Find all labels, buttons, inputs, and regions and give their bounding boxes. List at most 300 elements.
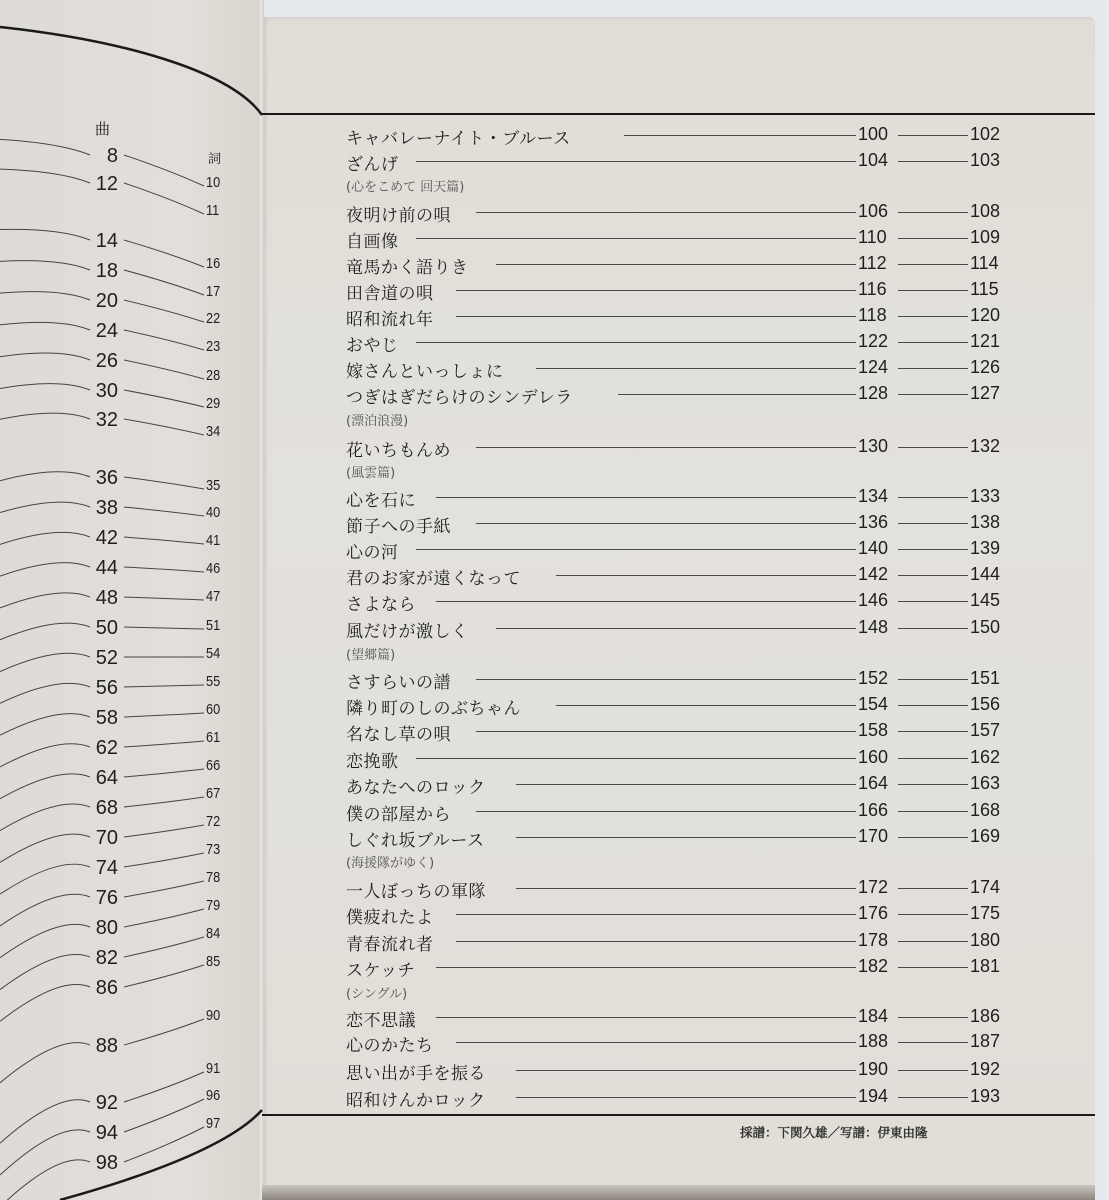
toc-entry xyxy=(346,668,1000,692)
toc-entry xyxy=(346,800,1000,824)
toc-entry xyxy=(346,357,1000,381)
lyric-page-number: 175 xyxy=(970,903,1001,923)
score-page-number: 62 xyxy=(95,737,118,759)
leader-line xyxy=(0,924,90,957)
toc-entry xyxy=(346,538,1000,562)
score-page-number: 140 xyxy=(858,538,889,558)
leader-line xyxy=(898,523,968,524)
toc-entry xyxy=(346,305,1000,329)
score-page-number: 158 xyxy=(858,720,889,740)
lyric-page-number: 127 xyxy=(970,383,1001,403)
toc-section-heading xyxy=(346,852,1000,876)
lyric-page-number: 73 xyxy=(206,841,221,858)
leader-line xyxy=(898,888,968,889)
leader-line xyxy=(476,523,856,524)
leader-line xyxy=(0,593,90,608)
leader-line xyxy=(476,731,856,732)
leader-line xyxy=(0,472,90,481)
top-arc-rule xyxy=(0,27,262,115)
score-page-number: 18 xyxy=(95,260,118,282)
song-title: 花いちもんめ xyxy=(346,441,451,461)
song-title: 田舎道の唄 xyxy=(346,284,434,304)
toc-section-heading xyxy=(346,983,1000,1007)
leader-line xyxy=(476,811,856,812)
toc-entry xyxy=(346,1086,1000,1110)
score-page-number: 8 xyxy=(106,145,118,167)
leader-line xyxy=(124,713,204,717)
leader-line xyxy=(436,497,856,498)
leader-line xyxy=(898,758,968,759)
leader-line xyxy=(898,549,968,550)
leader-line xyxy=(898,342,968,343)
toc-section-heading xyxy=(346,410,1000,434)
lyric-page-number: 163 xyxy=(970,773,1001,793)
toc-entry xyxy=(346,617,1000,641)
lyric-page-number: 11 xyxy=(206,202,220,219)
song-title: 心のかたち xyxy=(346,1036,434,1056)
leader-line xyxy=(0,292,90,300)
leader-line xyxy=(124,627,204,629)
lyric-page-number: 102 xyxy=(970,124,1001,144)
toc-entry xyxy=(346,956,1000,980)
score-page-number: 146 xyxy=(858,590,889,610)
song-title: 竜馬かく語りき xyxy=(346,258,469,278)
lyric-page-number: 91 xyxy=(206,1060,221,1077)
score-page-number: 100 xyxy=(858,124,889,144)
leader-line xyxy=(898,1097,968,1098)
leader-line xyxy=(476,212,856,213)
toc-entry xyxy=(346,436,1000,460)
score-page-number: 52 xyxy=(95,647,118,669)
toc-entry xyxy=(346,331,1000,355)
lyric-page-number: 168 xyxy=(970,800,1001,820)
leader-line xyxy=(416,549,856,550)
score-page-number: 88 xyxy=(95,1035,118,1057)
leader-line xyxy=(898,497,968,498)
toc-entry xyxy=(346,124,1000,148)
leader-line xyxy=(124,419,204,435)
section-title: (漂泊浪漫) xyxy=(346,414,409,429)
leader-line xyxy=(898,705,968,706)
leader-line xyxy=(536,368,856,369)
lyric-page-number: 54 xyxy=(206,645,221,662)
score-page-number: 124 xyxy=(858,357,889,377)
lyric-page-number: 97 xyxy=(206,1115,221,1132)
score-page-number: 104 xyxy=(858,150,889,170)
leader-line xyxy=(898,135,968,136)
song-title: 恋不思議 xyxy=(346,1011,416,1031)
leader-line xyxy=(898,731,968,732)
leader-line xyxy=(898,161,968,162)
leader-line xyxy=(456,316,856,317)
score-page-number: 76 xyxy=(95,887,118,909)
leader-line xyxy=(0,683,90,703)
score-page-number: 164 xyxy=(858,773,889,793)
toc-entry xyxy=(346,903,1000,927)
song-title: 昭和けんかロック xyxy=(346,1091,486,1111)
score-page-number: 166 xyxy=(858,800,889,820)
score-page-number: 38 xyxy=(95,497,118,519)
toc-entry xyxy=(346,747,1000,771)
toc-entry xyxy=(346,279,1000,303)
section-title: (心をこめて 回天篇) xyxy=(346,180,465,195)
toc-entry xyxy=(346,773,1000,797)
leader-line xyxy=(898,628,968,629)
leader-line xyxy=(898,941,968,942)
score-page-number: 190 xyxy=(858,1059,889,1079)
leader-line xyxy=(124,597,204,600)
section-title: (海援隊がゆく) xyxy=(346,856,435,871)
leader-line xyxy=(0,653,90,671)
lyric-page-number: 61 xyxy=(206,729,221,746)
section-title: (望郷篇) xyxy=(346,648,396,663)
leader-line xyxy=(124,360,204,379)
lyric-page-number: 72 xyxy=(206,813,221,830)
song-title: 君のお家が遠くなって xyxy=(346,569,521,589)
leader-line xyxy=(0,1100,90,1143)
leader-line xyxy=(124,769,204,777)
lyric-page-number: 144 xyxy=(970,564,1001,584)
leader-line xyxy=(124,1127,204,1162)
song-title: 夜明け前の唄 xyxy=(346,206,451,226)
leader-line xyxy=(898,290,968,291)
leader-line xyxy=(436,601,856,602)
score-page-number: 106 xyxy=(858,201,889,221)
lyric-page-number: 41 xyxy=(206,532,221,549)
leader-line xyxy=(898,1070,968,1071)
song-title: 僕の部屋から xyxy=(346,805,451,825)
leader-line xyxy=(124,1099,204,1132)
score-page-number: 56 xyxy=(95,677,118,699)
leader-line xyxy=(898,238,968,239)
score-page-number: 86 xyxy=(95,977,118,999)
lyric-page-number: 181 xyxy=(970,956,1001,976)
score-page-number: 128 xyxy=(858,383,889,403)
leader-line xyxy=(0,169,90,183)
lyric-page-number: 120 xyxy=(970,305,1001,325)
leader-line xyxy=(898,784,968,785)
song-title: 心の河 xyxy=(346,543,399,563)
leader-line xyxy=(0,1043,90,1083)
toc-entry xyxy=(346,512,1000,536)
score-page-number: 194 xyxy=(858,1086,889,1106)
leader-line xyxy=(124,1019,204,1045)
lyric-page-number: 193 xyxy=(970,1086,1001,1106)
lyric-page-number: 28 xyxy=(206,367,221,384)
score-page-number: 70 xyxy=(95,827,118,849)
leader-line xyxy=(898,1017,968,1018)
leader-line xyxy=(898,1042,968,1043)
lyric-page-number: 66 xyxy=(206,757,221,774)
song-title: 僕疲れたよ xyxy=(346,908,434,928)
leader-line xyxy=(0,714,90,736)
leader-line xyxy=(124,853,204,867)
score-page-number: 118 xyxy=(858,305,887,325)
lyric-page-number: 96 xyxy=(206,1087,221,1104)
lyric-page-number: 187 xyxy=(970,1031,1001,1051)
leader-line xyxy=(124,1072,204,1102)
score-page-number: 32 xyxy=(95,409,118,431)
toc-section-heading xyxy=(346,644,1000,668)
song-title: 青春流れ者 xyxy=(346,935,434,955)
toc-section-heading xyxy=(346,462,1000,486)
leader-line xyxy=(124,881,204,897)
score-page-number: 26 xyxy=(95,350,118,372)
score-page-number: 30 xyxy=(95,380,118,402)
lyric-page-number: 60 xyxy=(206,701,221,718)
score-page-number: 122 xyxy=(858,331,889,351)
score-page-number: 130 xyxy=(858,436,889,456)
lyric-page-number: 133 xyxy=(970,486,1001,506)
lyric-page-number: 78 xyxy=(206,869,221,886)
score-page-number: 152 xyxy=(858,668,889,688)
toc-entry xyxy=(346,720,1000,744)
song-title: 思い出が手を振る xyxy=(346,1064,486,1084)
lyric-page-number: 46 xyxy=(206,560,221,577)
toc-section-heading xyxy=(346,176,1000,200)
lyric-page-number: 115 xyxy=(970,279,999,299)
leader-line xyxy=(898,967,968,968)
leader-line xyxy=(898,679,968,680)
leader-line xyxy=(898,601,968,602)
score-page-number: 134 xyxy=(858,486,889,506)
leader-line xyxy=(0,623,90,640)
lyric-page-number: 16 xyxy=(206,255,221,272)
lyric-page-number: 67 xyxy=(206,785,221,802)
score-page-number: 178 xyxy=(858,930,889,950)
toc-entry xyxy=(346,930,1000,954)
lyric-page-number: 55 xyxy=(206,673,221,690)
lyric-page-number: 138 xyxy=(970,512,1001,532)
leader-line xyxy=(124,537,204,544)
leader-line xyxy=(0,834,90,862)
leader-line xyxy=(416,161,856,162)
score-page-number: 80 xyxy=(95,917,118,939)
song-title: 昭和流れ年 xyxy=(346,310,434,330)
song-title: さよなら xyxy=(346,595,416,615)
leader-line xyxy=(456,290,856,291)
top-rule xyxy=(262,113,1095,115)
song-title: しぐれ坂ブルース xyxy=(346,831,485,851)
leader-line xyxy=(124,477,204,489)
lyric-page-number: 40 xyxy=(206,504,221,521)
toc-entry xyxy=(346,1059,1000,1083)
song-title: ざんげ xyxy=(346,155,399,175)
leader-line xyxy=(124,270,204,295)
section-title: (シングル) xyxy=(346,987,408,1002)
song-title: 節子への手紙 xyxy=(346,517,451,537)
song-title: スケッチ xyxy=(346,961,416,981)
leader-line xyxy=(124,507,204,516)
lyric-page-number: 162 xyxy=(970,747,1001,767)
score-page-number: 136 xyxy=(858,512,889,532)
song-title: 嫁さんといっしょに xyxy=(346,362,504,382)
leader-line xyxy=(618,394,856,395)
score-page-number: 184 xyxy=(858,1006,889,1026)
leader-line xyxy=(898,447,968,448)
toc-entry xyxy=(346,383,1000,407)
leader-line xyxy=(898,837,968,838)
lyric-page-number: 150 xyxy=(970,617,1001,637)
leader-line xyxy=(476,679,856,680)
score-page-number: 48 xyxy=(95,587,118,609)
lyric-page-number: 126 xyxy=(970,357,1001,377)
score-page-number: 24 xyxy=(95,320,118,342)
leader-line xyxy=(0,229,90,240)
score-page-number: 64 xyxy=(95,767,118,789)
lyric-page-number: 23 xyxy=(206,338,221,355)
leader-line xyxy=(124,937,204,957)
leader-line xyxy=(898,212,968,213)
leader-line xyxy=(898,811,968,812)
score-page-number: 176 xyxy=(858,903,889,923)
leader-line xyxy=(0,502,90,512)
score-page-number: 170 xyxy=(858,826,889,846)
lyric-page-number: 103 xyxy=(970,150,1001,170)
lyric-page-number: 84 xyxy=(206,925,221,942)
leader-line xyxy=(0,322,90,330)
leader-line xyxy=(0,261,90,270)
lyric-page-number: 51 xyxy=(206,617,221,634)
leader-line xyxy=(124,909,204,927)
lyric-page-number: 34 xyxy=(206,423,221,440)
score-page-number: 44 xyxy=(95,557,118,579)
leader-line xyxy=(124,300,204,322)
leader-line xyxy=(124,240,204,267)
leader-line xyxy=(0,563,90,576)
leader-line xyxy=(456,914,856,915)
leader-line xyxy=(496,628,856,629)
leader-line xyxy=(556,705,856,706)
score-page-number: 50 xyxy=(95,617,118,639)
leader-line xyxy=(898,368,968,369)
toc-entry xyxy=(346,486,1000,510)
lyric-page-number: 192 xyxy=(970,1059,1001,1079)
lyric-page-number: 169 xyxy=(970,826,1001,846)
credits-line: 採譜：下関久雄／写譜：伊東由隆 xyxy=(740,1125,928,1140)
leader-line xyxy=(556,575,856,576)
leader-line xyxy=(516,888,856,889)
leader-line xyxy=(476,447,856,448)
leader-line xyxy=(898,316,968,317)
lyric-page-number: 90 xyxy=(206,1007,221,1024)
toc-entry xyxy=(346,1006,1000,1030)
lyric-page-number: 29 xyxy=(206,395,221,412)
bottom-rule xyxy=(262,1114,1095,1116)
toc-entry xyxy=(346,150,1000,174)
leader-line xyxy=(516,784,856,785)
toc-entry xyxy=(346,877,1000,901)
leader-line xyxy=(0,532,90,544)
score-page-number: 112 xyxy=(858,253,887,273)
score-page-number: 68 xyxy=(95,797,118,819)
lyric-page-number: 186 xyxy=(970,1006,1001,1026)
toc-entry xyxy=(346,201,1000,225)
toc-entry xyxy=(346,826,1000,850)
song-title: キャバレーナイト・ブルース xyxy=(346,129,571,149)
song-title: 自画像 xyxy=(346,232,399,252)
lyric-page-number: 85 xyxy=(206,953,221,970)
toc-entry xyxy=(346,694,1000,718)
leader-line xyxy=(124,685,204,687)
leader-line xyxy=(456,941,856,942)
leader-line xyxy=(0,353,90,360)
leader-line xyxy=(124,567,204,572)
leader-line xyxy=(898,914,968,915)
leader-line xyxy=(898,264,968,265)
lyric-page-number: 157 xyxy=(970,720,1001,740)
song-title: 風だけが激しく xyxy=(346,622,469,642)
song-title: あなたへのロック xyxy=(346,778,486,798)
score-column-header: 曲 xyxy=(95,121,111,138)
lyric-page-number: 139 xyxy=(970,538,1001,558)
leader-line xyxy=(898,394,968,395)
score-page-number: 36 xyxy=(95,467,118,489)
section-title: (風雲篇) xyxy=(346,466,396,481)
leader-line xyxy=(0,413,90,419)
score-page-number: 154 xyxy=(858,694,889,714)
leader-line xyxy=(456,1042,856,1043)
song-title: 隣り町のしのぶちゃん xyxy=(346,699,521,719)
leader-line xyxy=(516,1070,856,1071)
leader-line xyxy=(0,139,90,155)
lyric-page-number: 151 xyxy=(970,668,1001,688)
leader-line xyxy=(124,965,204,987)
score-page-number: 160 xyxy=(858,747,889,767)
leader-line xyxy=(124,825,204,837)
toc-entry xyxy=(346,1031,1000,1055)
lyric-page-number: 145 xyxy=(970,590,1001,610)
lyric-page-number: 180 xyxy=(970,930,1001,950)
leader-line xyxy=(124,330,204,350)
song-title: つぎはぎだらけのシンデレラ xyxy=(346,388,573,408)
leader-line xyxy=(496,264,856,265)
leader-line xyxy=(416,758,856,759)
lyric-page-number: 109 xyxy=(970,227,1001,247)
score-page-number: 58 xyxy=(95,707,118,729)
score-page-number: 92 xyxy=(95,1092,118,1114)
leader-line xyxy=(0,744,90,767)
leader-line xyxy=(124,741,204,747)
lyric-page-number: 10 xyxy=(206,174,221,191)
score-page-number: 182 xyxy=(858,956,889,976)
score-page-number: 94 xyxy=(95,1122,118,1144)
leader-line xyxy=(124,390,204,407)
leader-line xyxy=(624,135,856,136)
leader-line xyxy=(436,1017,856,1018)
lyric-page-number: 156 xyxy=(970,694,1001,714)
lyric-page-number: 35 xyxy=(206,477,221,494)
song-title: 恋挽歌 xyxy=(346,752,399,772)
toc-entry xyxy=(346,564,1000,588)
leader-line xyxy=(0,804,90,831)
leader-line xyxy=(898,575,968,576)
toc-entry xyxy=(346,253,1000,277)
lyric-page-number: 121 xyxy=(970,331,1001,351)
leader-line xyxy=(516,1097,856,1098)
toc-entry xyxy=(346,590,1000,614)
score-page-number: 42 xyxy=(95,527,118,549)
leader-line xyxy=(516,837,856,838)
leader-line xyxy=(0,1160,90,1200)
lyric-page-number: 17 xyxy=(206,283,221,300)
toc-entry xyxy=(346,227,1000,251)
score-page-number: 148 xyxy=(858,617,889,637)
score-page-number: 20 xyxy=(95,290,118,312)
leader-line xyxy=(0,894,90,926)
song-title: 心を石に xyxy=(346,491,416,511)
song-title: おやじ xyxy=(346,336,399,356)
